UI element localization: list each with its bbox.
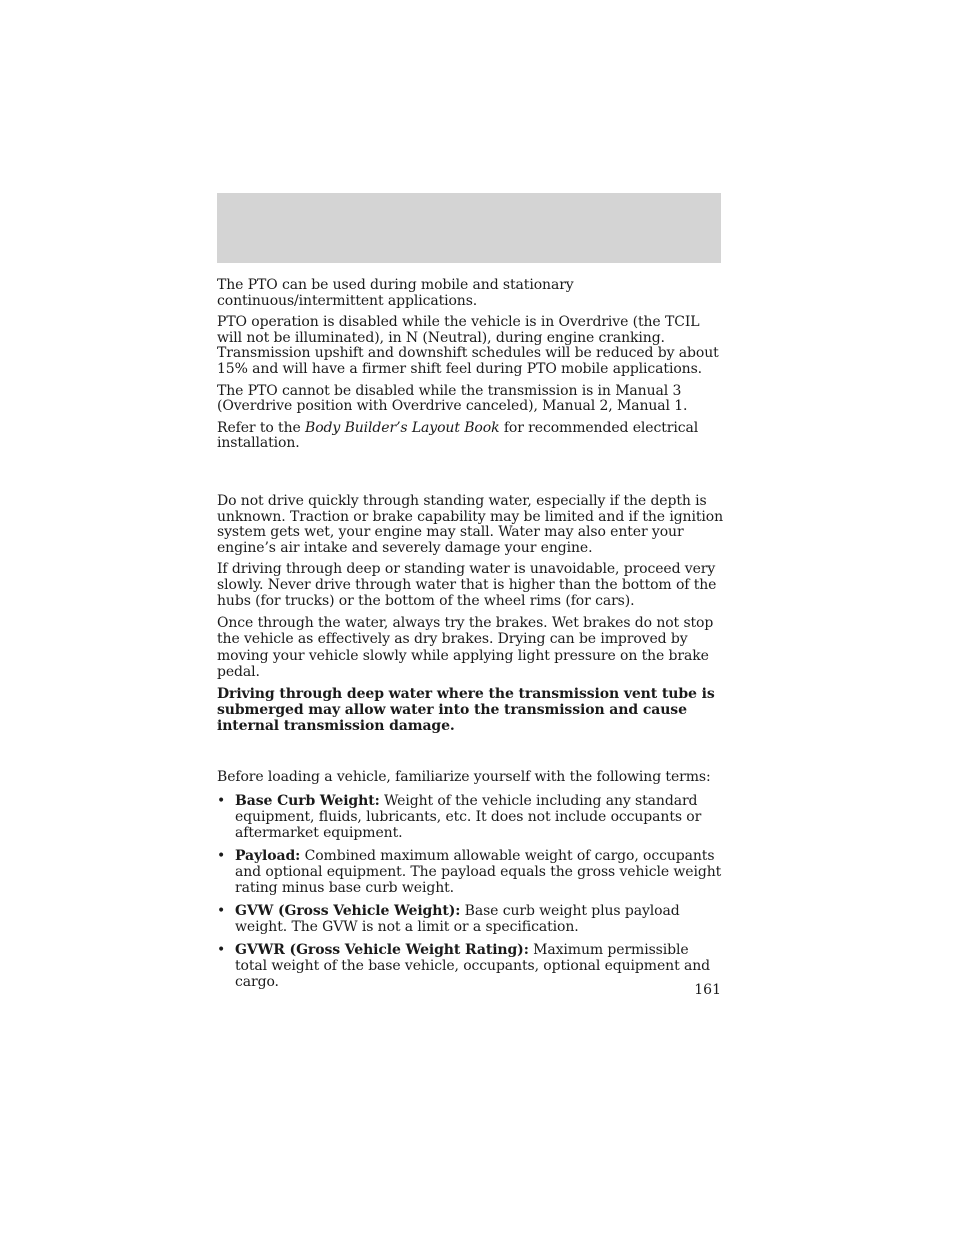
term-definition: Weight of the vehicle including any standard equipment, fluids, lubricants, etc. It does not include occupants or aftermarket equipment.: [235, 792, 702, 841]
body-builder-book-title: Body Builder’s Layout Book: [305, 419, 500, 436]
bullet-icon: •: [217, 941, 226, 958]
bullet-icon: •: [217, 792, 226, 809]
bullet-icon: •: [217, 902, 226, 919]
term-label: GVW (Gross Vehicle Weight):: [235, 902, 461, 919]
term-label: GVWR (Gross Vehicle Weight Rating):: [235, 941, 529, 958]
list-item: [217, 942, 723, 990]
list-item: [217, 793, 723, 841]
term-definition: Combined maximum allowable weight of cargo, occupants and optional equipment. The payload equals the gross vehicle weight rating minus base curb weight.: [235, 847, 722, 896]
term-definition: Maximum permissible total weight of the base vehicle, occupants, optional equipment and cargo.: [235, 941, 710, 990]
water-warning: Driving through deep water where the transmission vent tube is submerged may allow water into the transmission and cause internal transmission damage.: [217, 686, 715, 735]
pto-reference-paragraph: [217, 421, 723, 452]
terms-list: [217, 793, 723, 990]
loading-intro-paragraph: Before loading a vehicle, familiarize yourself with the following terms:: [217, 769, 711, 786]
reference-text-pre: Refer to the: [217, 419, 306, 436]
page-content: [217, 278, 723, 997]
reference-text-post: for recommended electrical installation.: [217, 419, 699, 452]
term-label: Payload:: [235, 847, 301, 864]
list-item: [217, 848, 723, 896]
pto-disabled-paragraph: PTO operation is disabled while the vehicle is in Overdrive (the TCIL will not be illuminated), in N (Neutral), during engine cranking. Transmission upshift and downshift schedules will be reduced by about 15% and will have a firmer shift feel during PTO mobile applications.: [217, 314, 719, 377]
list-item: [217, 903, 723, 935]
water-paragraph-2: If driving through deep or standing water is unavoidable, proceed very slowly. Never drive through water that is higher than the bottom of the hubs (for trucks) or the bottom of the wheel rims (for cars).: [217, 561, 717, 609]
term-label: Base Curb Weight:: [235, 792, 380, 809]
pto-usage-paragraph: The PTO can be used during mobile and stationary continuous/intermittent applications.: [217, 277, 574, 309]
section-header-band: [217, 193, 721, 263]
term-definition: Base curb weight plus payload weight. The GVW is not a limit or a specification.: [235, 902, 680, 935]
page-number: 161: [694, 982, 721, 998]
water-paragraph-3: Once through the water, always try the brakes. Wet brakes do not stop the vehicle as effectively as dry brakes. Drying can be improved by moving your vehicle slowly while applying light pressure on the brake pedal.: [217, 615, 714, 680]
water-paragraph-1: Do not drive quickly through standing water, especially if the depth is unknown. Traction or brake capability may be limited and if the ignition system gets wet, your engine may stall. Water may also enter your engine’s air intake and severely damage your engine.: [217, 492, 724, 556]
pto-cannot-disable-paragraph: The PTO cannot be disabled while the transmission is in Manual 3 (Overdrive position with Overdrive canceled), Manual 2, Manual 1.: [217, 382, 688, 415]
bullet-icon: •: [217, 847, 226, 864]
